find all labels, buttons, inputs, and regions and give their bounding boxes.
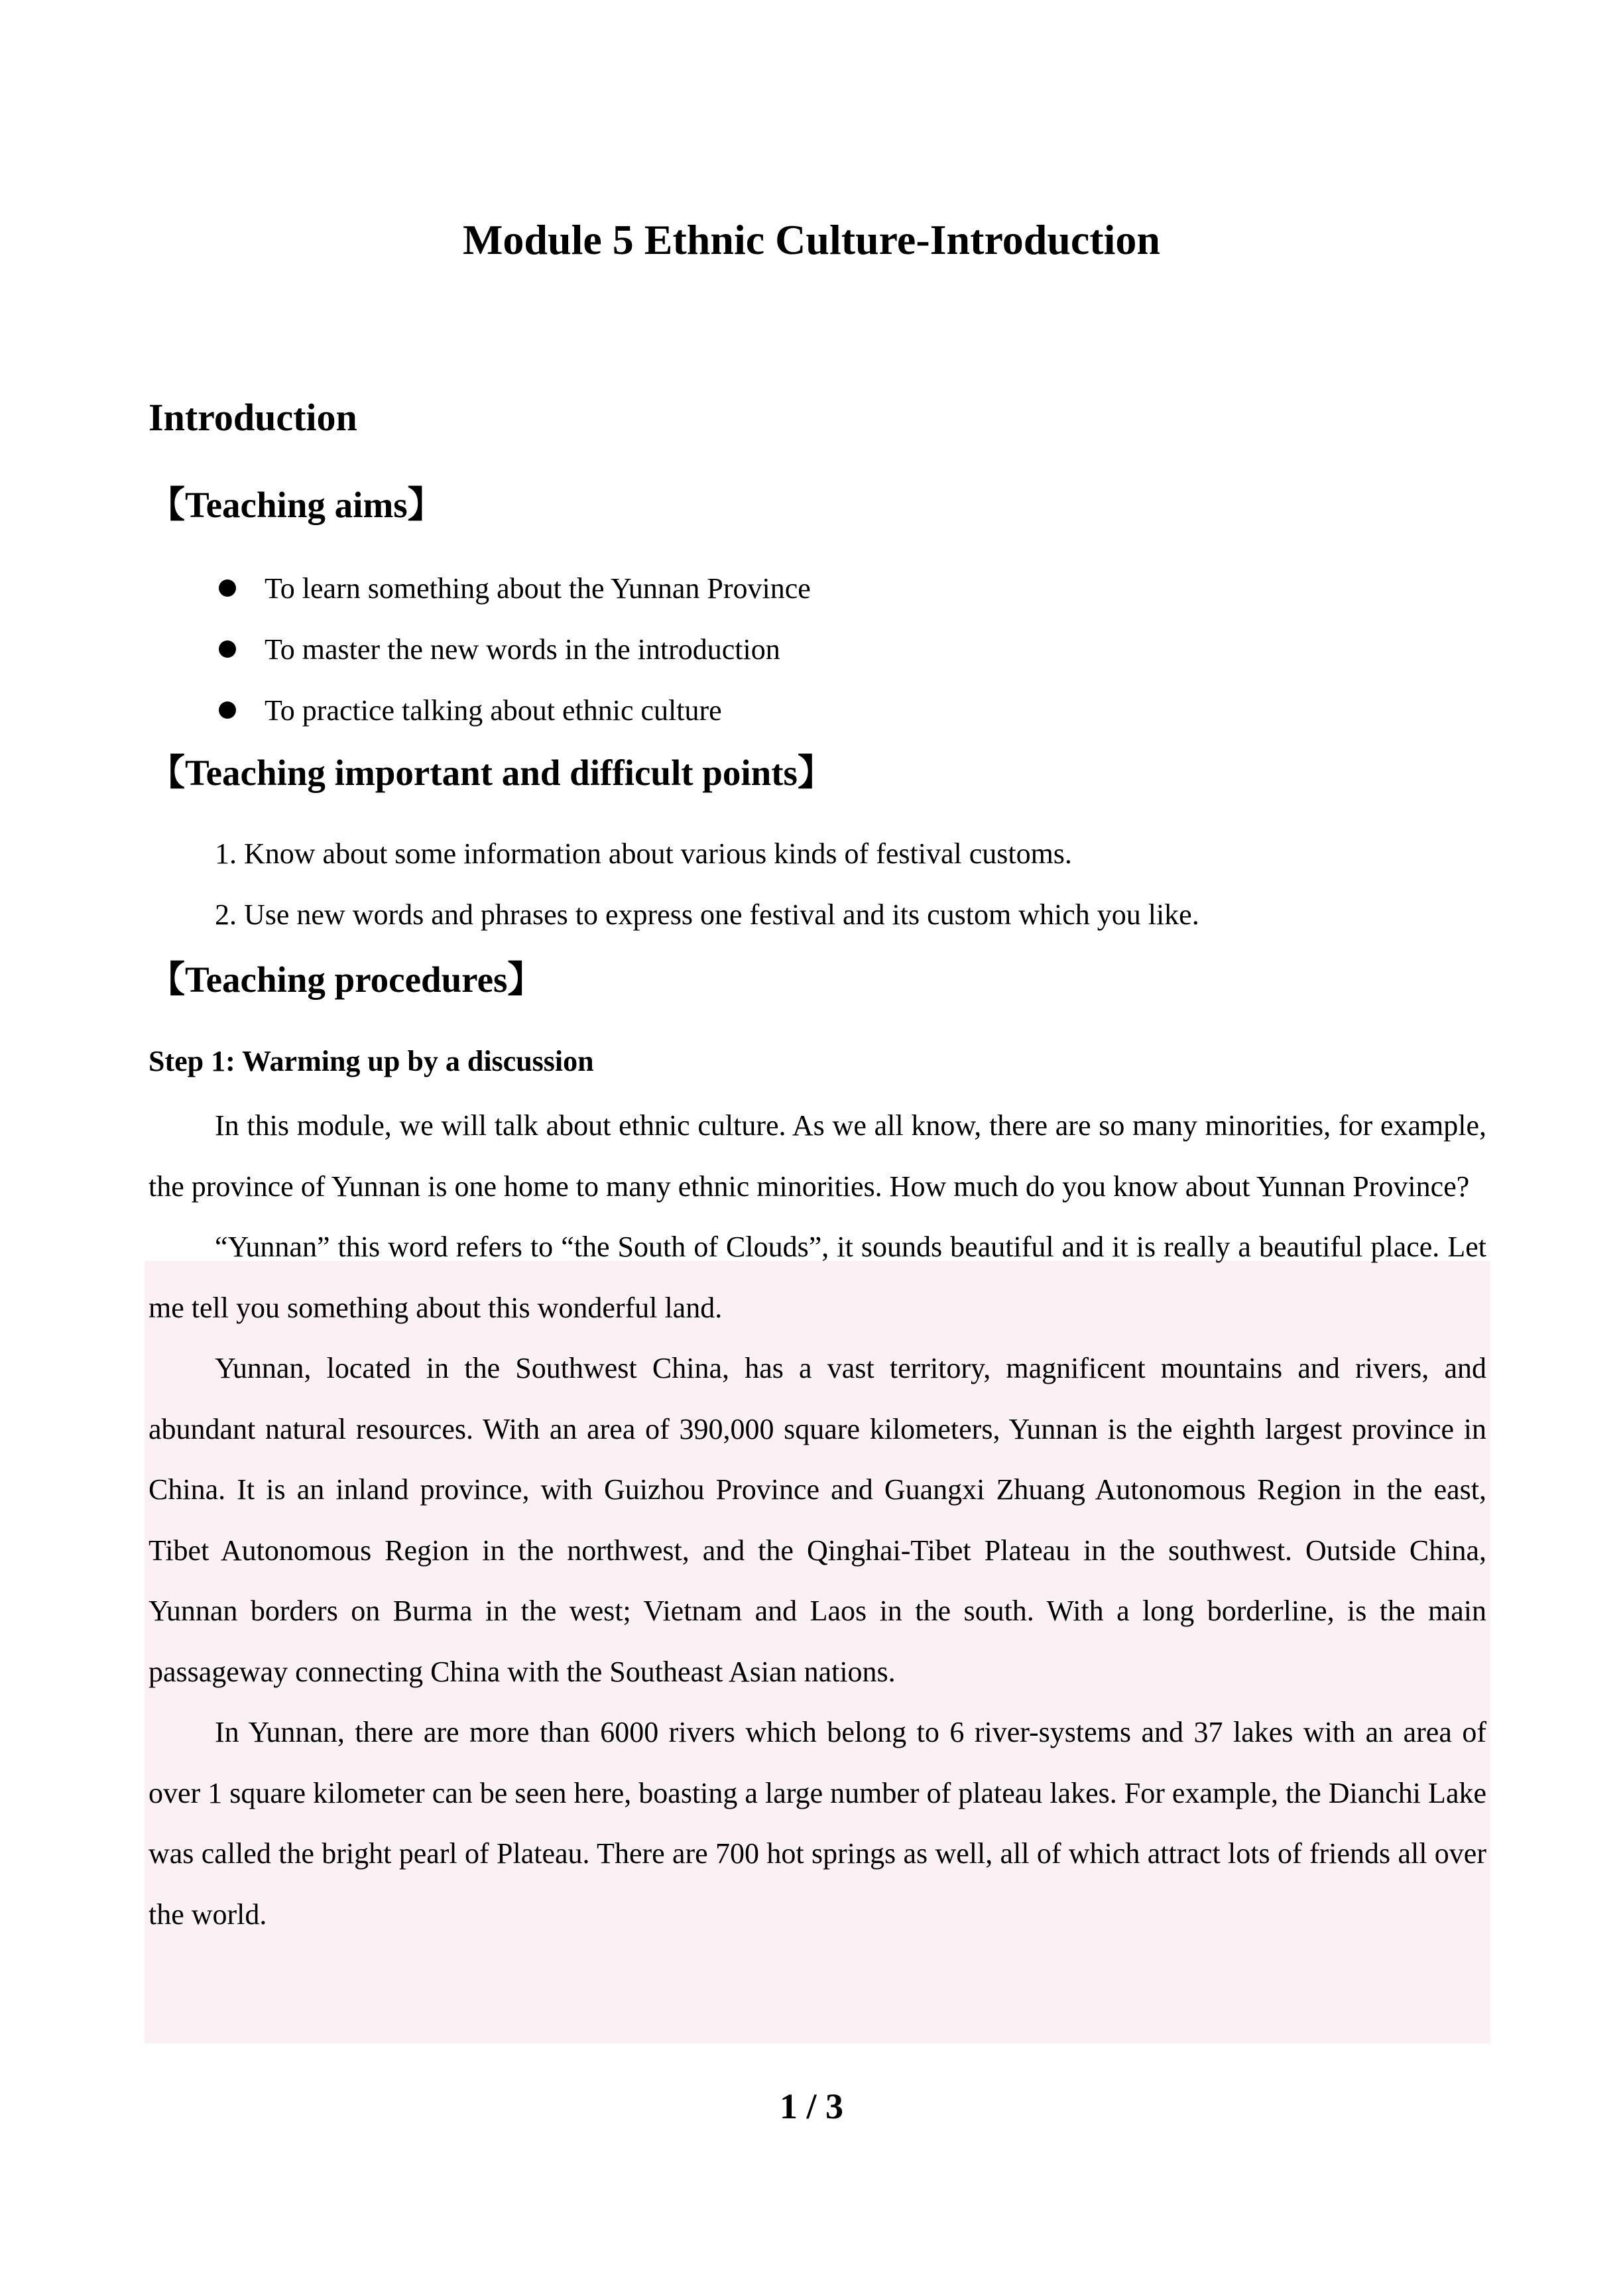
bullet-icon <box>219 640 236 658</box>
list-item: To learn something about the Yunnan Province <box>215 558 811 619</box>
paragraph: In Yunnan, there are more than 6000 rivers which belong to 6 river-systems and 37 lakes with an area of over 1 square kilometer can be seen here, boasting a large number of plateau lakes. For example, the Dianchi Lake was called the bright pearl of Plateau. There are 700 hot springs as well, all of which attract lots of friends all over the world. <box>149 1716 1486 1931</box>
step-1-heading: Step 1: Warming up by a discussion <box>149 1045 594 1077</box>
section-heading-introduction: Introduction <box>149 396 357 439</box>
bullet-icon <box>219 701 236 719</box>
teaching-points-heading: 【Teaching important and difficult points】 <box>149 753 834 793</box>
teaching-procedures-heading: 【Teaching procedures】 <box>149 959 544 1000</box>
step-1-body <box>149 1095 1486 1945</box>
list-item: 1. Know about some information about various kinds of festival customs. <box>215 837 1072 870</box>
list-item: 2. Use new words and phrases to express one festival and its custom which you like. <box>215 898 1199 931</box>
paragraph: Yunnan, located in the Southwest China, has a vast territory, magnificent mountains and rivers, and abundant natural resources. With an area of 390,000 square kilometers, Yunnan is the eighth largest province in China. It is an inland province, with Guizhou Province and Guangxi Zhuang Autonomous Region in the east, Tibet Autonomous Region in the northwest, and the Qinghai-Tibet Plateau in the southwest. Outside China, Yunnan borders on Burma in the west; Vietnam and Laos in the south. With a long borderline, is the main passageway connecting China with the Southeast Asian nations. <box>149 1352 1486 1688</box>
teaching-aims-heading: 【Teaching aims】 <box>149 485 444 525</box>
teaching-points-list <box>215 823 1199 945</box>
teaching-aims-list <box>215 558 811 741</box>
page-number: 1 / 3 <box>779 2086 843 2126</box>
list-item: To master the new words in the introduction <box>215 619 811 680</box>
paragraph: In this module, we will talk about ethnic culture. As we all know, there are so many minorities, for example, the province of Yunnan is one home to many ethnic minorities. How much do you know about Yunnan Province? <box>149 1109 1486 1203</box>
paragraph: “Yunnan” this word refers to “the South of Clouds”, it sounds beautiful and it is really a beautiful place. Let me tell you something about this wonderful land. <box>149 1231 1486 1324</box>
document-title: Module 5 Ethnic Culture-Introduction <box>463 216 1160 263</box>
bullet-icon <box>219 579 236 597</box>
list-item: To practice talking about ethnic culture <box>215 680 811 741</box>
